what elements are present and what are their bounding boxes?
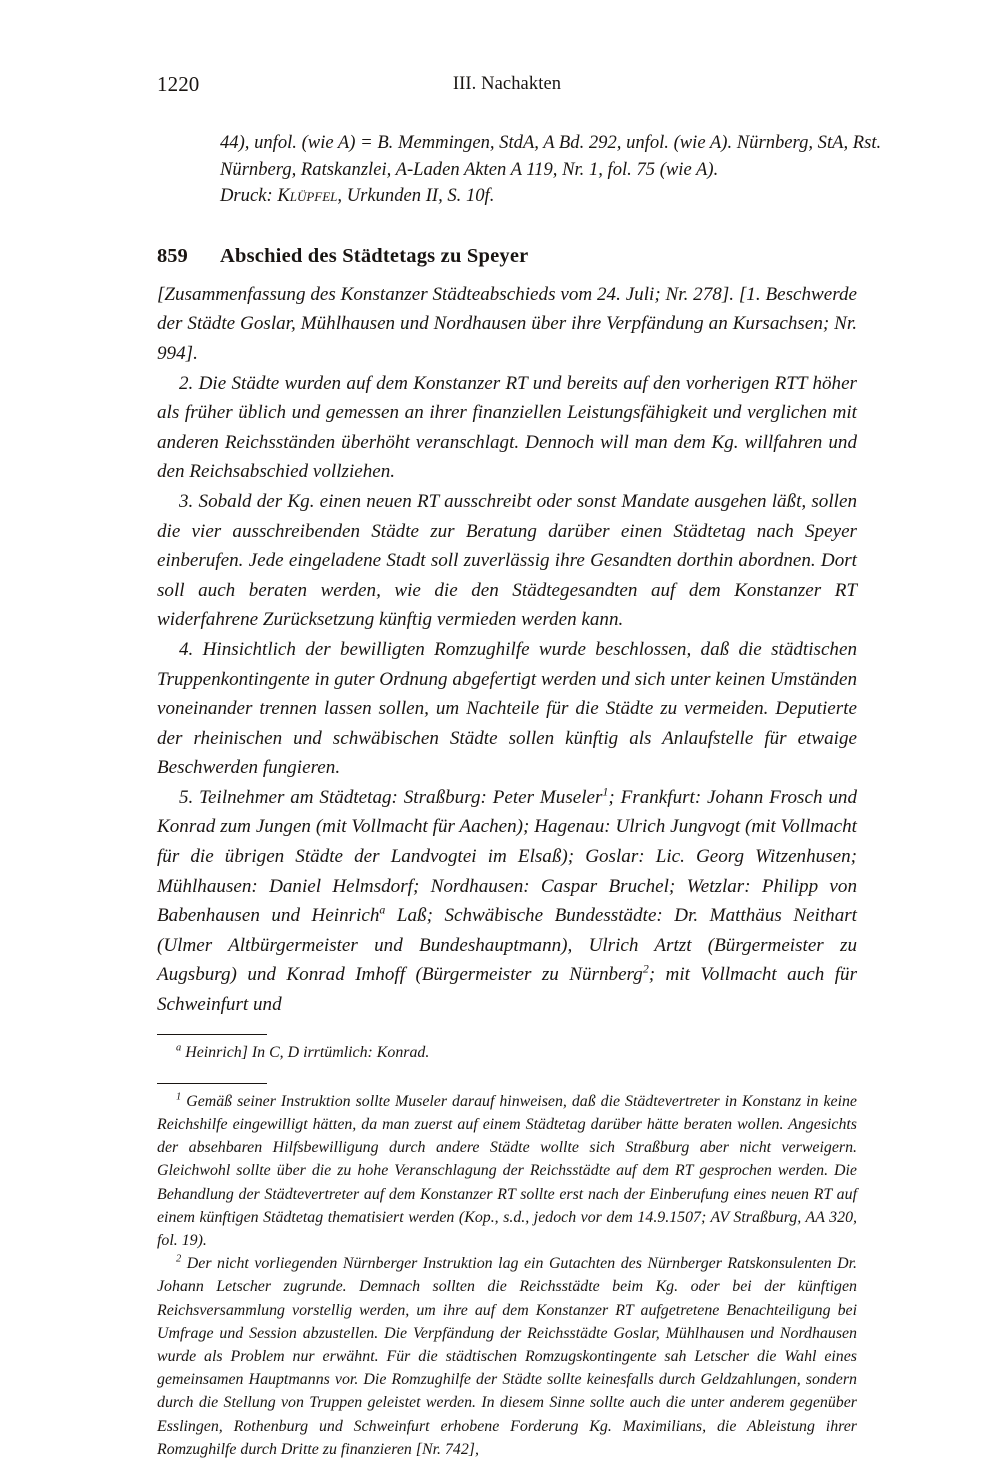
apparatus-note-marker: a [176, 1042, 182, 1054]
section-title: Abschied des Städtetags zu Speyer [220, 244, 529, 267]
paragraph-4: 4. Hinsichtlich der bewilligten Romzughilfe wurde beschlossen, daß die städtischen Truppenkontingente in guter Ordnung abgefertigt werden und sich unter keinen Umständen voneinander trennen lassen sollen, um Nachteile für die Städte zu vermeiden. Deputierte der rheinischen und schwäbischen Städte sollen künftig als Anlaufstelle für etwaige Beschwerden fungieren. [157, 638, 857, 779]
section-heading [157, 242, 857, 270]
paragraph-5-part-a: 5. Teilnehmer am Städtetag: Straßburg: Peter Museler [179, 786, 603, 808]
apparatus-marker-a[interactable]: a [379, 902, 386, 917]
apparatus-note-text: Heinrich] In C, D irrtümlich: Konrad. [185, 1043, 430, 1061]
running-title: III. Nachakten [452, 74, 562, 94]
druck-label: Druck: [220, 185, 278, 207]
page-number: 1220 [157, 72, 200, 96]
footnote-marker-1[interactable]: 1 [602, 784, 609, 799]
footnote-2-marker: 2 [176, 1253, 182, 1265]
paragraph-5-part-d: ; mit Vollmacht auch für Schweinfurt und [157, 964, 857, 1016]
footnote-2-text: Der nicht vorliegenden Nürnberger Instruktion lag ein Gutachten des Nürnberger Ratskonsulenten Dr. Johann Letscher zugrunde. Demnach sollten die Reichsstädte beim Kg. oder bei der künftigen Reichsversammlung vorstellig werden, um ihre auf dem Konstanzer RT aufgetretene Benachteiligung bei Umfrage und Session abzustellen. Die Verpfändung der Reichsstädte Goslar, Mühlhausen und Nordhausen wurde als Problem nur erwähnt. Für die städtischen Romzugskontingente sah Letscher die Wahl eines gemeinsamen Hauptmanns vor. Die Romzughilfe der Städte sollte keinesfalls durch Geldzahlungen, sondern durch die Stellung von Truppen geleistet werden. In diesem Sinne sollte auch die unter anderem gegenüber Esslingen, Rothenburg und Schweinfurt erhobene Forderung Kg. Maximilians, die Ableistung ihrer Romzughilfe durch Dritte zu finanzieren [Nr. 742], [157, 1255, 857, 1458]
paragraph-5 [157, 783, 857, 1020]
apparatus-note [157, 1041, 857, 1064]
apparatus-block [157, 1034, 857, 1064]
source-note-line-1: 44), unfol. (wie A) = B. Memmingen, StdA, A Bd. 292, unfol. (wie A). Nürnberg, StA, Rst. [220, 132, 882, 153]
apparatus-footnote-gap [157, 1064, 857, 1083]
apparatus-rule [157, 1034, 267, 1035]
footnote-1-marker: 1 [176, 1091, 182, 1103]
source-note-line-2: Nürnberg, Ratskanzlei, A-Laden Akten A 119, Nr. 1, fol. 75 (wie A). [220, 158, 719, 180]
source-note-line-3 [220, 183, 857, 210]
footnote-2 [157, 1252, 857, 1461]
source-note [157, 130, 882, 210]
paragraph-2: 2. Die Städte wurden auf dem Konstanzer RT und bereits auf den vorherigen RTT höher als früher üblich und gemessen an ihrer finanziellen Leistungsfähigkeit und verglichen mit anderen Reichsständen überhöht veranschlagt. Dennoch will man dem Kg. willfahren und den Reichsabschied vollziehen. [157, 372, 857, 483]
druck-reference: , Urkunden II, S. 10f. [337, 185, 495, 207]
page-content [157, 72, 882, 1461]
paragraph-5-part-b: ; Frankfurt: Johann Frosch und Konrad zum Jungen (mit Vollmacht für Aachen); Hagenau: Ulrich Jungvogt (mit Vollmacht für die übrigen Städte der Landvogtei im Elsaß); Goslar: Lic. Georg Witzenhusen; Mühlhausen: Daniel Helmsdorf; Nordhausen: Caspar Bruchel; Wetzlar: Philipp von Babenhausen und Heinrich [157, 786, 857, 927]
footnote-1-text: Gemäß seiner Instruktion sollte Museler darauf hinweisen, daß die Städtevertreter in Konstanz in keine Reichshilfe eingewilligt hätten, da man zuerst auf einem Städtetag darüber hätte beraten wollen. Angesichts der absehbaren Hilfsbewilligung durch andere Städte wollte sich Straßburg aber nicht verweigern. Gleichwohl sollte über die zu hohe Veranschlagung der Reichsstädte auf dem RT gesprochen werden. Die Behandlung der Städtevertreter auf dem Konstanzer RT sollte erst nach der Einberufung eines neuen RT auf einem künftigen Städtetag thematisiert werden (Kop., s.d., jedoch vor dem 14.9.1507; AV Straßburg, AA 320, fol. 19). [157, 1092, 857, 1250]
footnote-block [157, 1083, 857, 1461]
footnote-marker-2[interactable]: 2 [642, 962, 649, 977]
paragraph-3: 3. Sobald der Kg. einen neuen RT ausschreibt oder sonst Mandate ausgehen läßt, sollen die vier ausschreibenden Städte zur Beratung darüber einen Städtetag nach Speyer einberufen. Jede eingeladene Stadt soll zuverlässig ihre Gesandten dorthin abordnen. Dort soll auch beraten werden, wie die den Städtegesandten auf dem Konstanzer RT widerfahrene Zurücksetzung künftig vermieden werden kann. [157, 490, 857, 631]
editor-name: Klüpfel [277, 185, 338, 207]
paragraph-summary: [Zusammenfassung des Konstanzer Städteabschieds vom 24. Juli; Nr. 278]. [1. Beschwerde der Städte Goslar, Mühlhausen und Nordhausen über ihre Verpfändung an Kursachsen; Nr. 994]. [157, 283, 857, 364]
footnote-1 [157, 1090, 857, 1252]
paragraph-5-part-c: Laß; Schwäbische Bundesstädte: Dr. Matthäus Neithart (Ulmer Altbürgermeister und Bundeshauptmann), Ulrich Artzt (Bürgermeister zu Augsburg) und Konrad Imhoff (Bürgermeister zu Nürnberg [157, 905, 857, 986]
footnote-rule [157, 1083, 267, 1084]
section-number: 859 [157, 244, 188, 267]
running-head [157, 72, 857, 106]
